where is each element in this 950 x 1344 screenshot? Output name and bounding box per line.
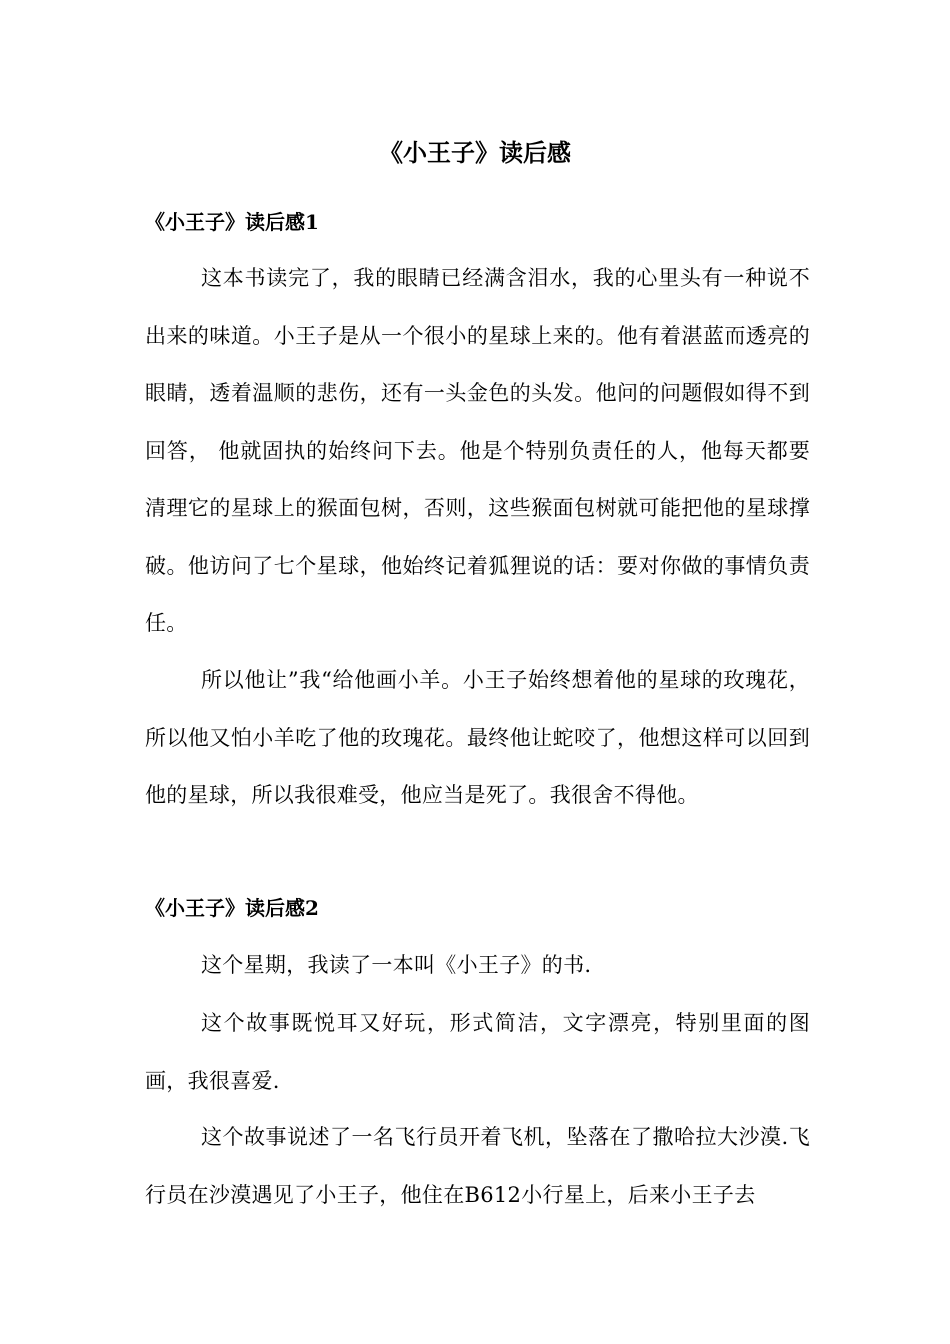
section-heading-2: 《小王子》读后感2 [145, 896, 319, 920]
paragraph: 这个故事说述了一名飞行员开着飞机，坠落在了撒哈拉大沙漠.飞行员在沙漠遇见了小王子，他住在B612小行星上，后来小王子去 [145, 1125, 810, 1207]
document-title: 《小王子》读后感 [379, 139, 571, 167]
section-heading-1: 《小王子》读后感1 [145, 210, 319, 234]
paragraph: 这本书读完了，我的眼睛已经满含泪水，我的心里头有一种说不出来的味道。小王子是从一个很小的星球上来的。他有着湛蓝而透亮的眼睛，透着温顺的悲伤，还有一头金色的头发。他问的问题假如得不到回答， 他就固执的始终问下去。他是个特别负责任的人，他每天都要清理它的星球上的猴面包树，否则，这些猴面包树就可能把他的星球撑破。他访问了七个星球，他始终记着狐狸说的话：要对你做的事情负责任。 [145, 266, 810, 635]
paragraph: 所以他让”我“给他画小羊。小王子始终想着他的星球的玫瑰花，所以他又怕小羊吃了他的玫瑰花。最终他让蛇咬了，他想这样可以回到他的星球，所以我很难受，他应当是死了。我很舍不得他。 [145, 668, 810, 807]
paragraph: 这个故事既悦耳又好玩，形式简洁，文字漂亮，特别里面的图画，我很喜爱. [145, 1011, 810, 1093]
paragraph: 这个星期，我读了一本叫《小王子》的书. [201, 953, 592, 977]
